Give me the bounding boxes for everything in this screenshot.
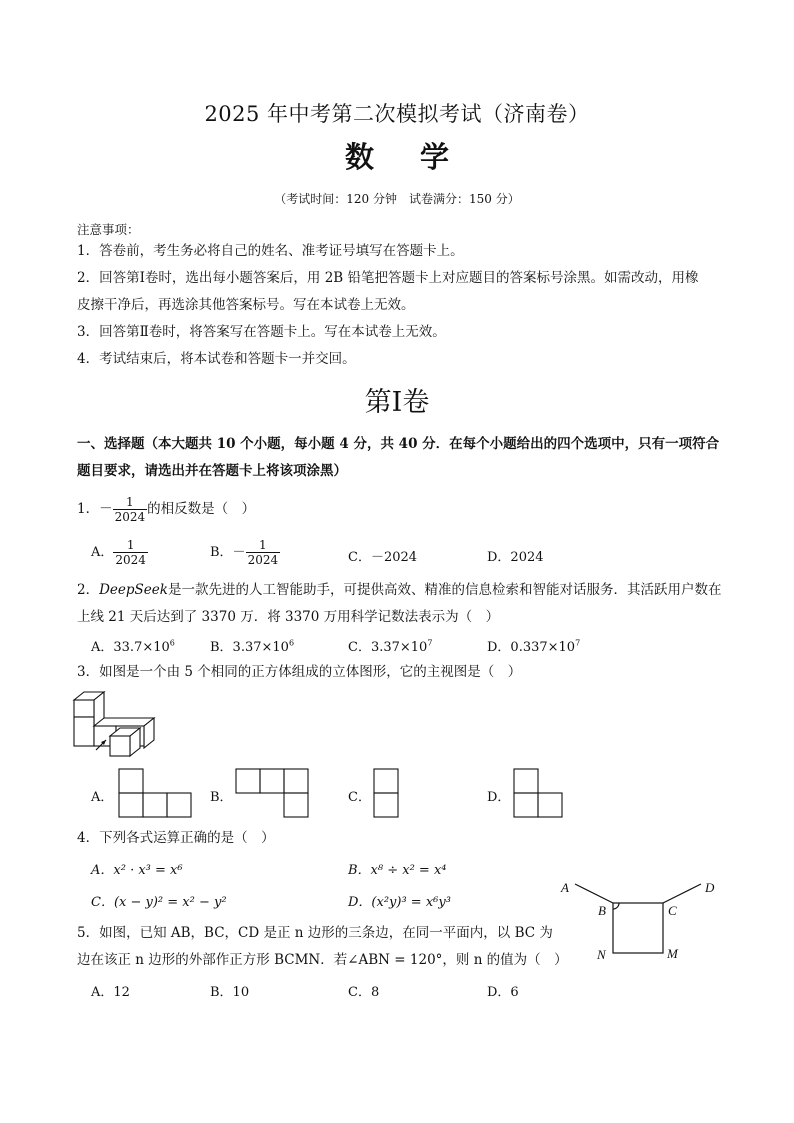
point-label-a: A: [561, 880, 569, 895]
q2-option-d[interactable]: D．$0.337\times 10^7$: [487, 638, 581, 655]
section-heading: 题目要求，请选出并在答题卡上将该项涂黑）: [77, 463, 347, 479]
notes-title: 注意事项：: [77, 222, 140, 237]
q4-option-a[interactable]: A．x² · x³ = x⁶: [91, 863, 183, 878]
q1-option-b[interactable]: B．－ $\frac{1}{2024}$: [210, 538, 279, 567]
q5-option-c[interactable]: C．8: [348, 985, 380, 1000]
note-item: 3．回答第Ⅱ卷时，将答案写在答题卡上。写在本试卷上无效。: [77, 324, 446, 340]
q3-option-d-figure[interactable]: [513, 768, 565, 818]
question-4: 4．下列各式运算正确的是（ ）: [77, 830, 275, 846]
q3-option-a-label[interactable]: A．: [91, 790, 114, 805]
polygon-square-figure: [555, 872, 725, 967]
q3-option-d-label[interactable]: D．: [487, 790, 511, 805]
point-label-b: B: [598, 903, 606, 918]
q5-option-a[interactable]: A．12: [91, 985, 130, 1000]
q3-option-b-figure[interactable]: [235, 768, 309, 818]
q3-option-c-label[interactable]: C．: [348, 790, 371, 805]
point-label-d: D: [705, 880, 715, 895]
exam-info: （考试时间：120 分钟 试卷满分：150 分）: [274, 192, 520, 206]
q2-option-a[interactable]: A．$33.7\times 10^6$: [91, 638, 175, 655]
q1-option-c[interactable]: C．－2024: [348, 550, 418, 565]
q2-option-c[interactable]: C．$3.37\times 10^7$: [348, 638, 433, 655]
note-item: 1．答卷前，考生务必将自己的姓名、准考证号填写在答题卡上。: [77, 243, 464, 259]
question-2-line1: 2．DeepSeek是一款先进的人工智能助手，可提供高效、精准的信息检索和智能对话服务．其活跃用户数在: [77, 582, 722, 598]
point-label-c: C: [668, 903, 677, 918]
subject-title: 数 学: [344, 140, 468, 174]
q2-option-b[interactable]: B．$3.37\times 10^6$: [210, 638, 295, 655]
note-item: 4．考试结束后，将本试卷和答题卡一并交回。: [77, 351, 356, 367]
q3-option-a-figure[interactable]: [118, 768, 192, 818]
exam-title: 2025 年中考第二次模拟考试（济南卷）: [204, 102, 590, 126]
question-3: 3．如图是一个由 5 个相同的正方体组成的立体图形，它的主视图是（ ）: [77, 664, 522, 680]
point-label-m: M: [667, 946, 678, 961]
note-item: 皮擦干净后，再选涂其他答案标号。写在本试卷上无效。: [77, 297, 415, 313]
question-2-line2: 上线 21 天后达到了 3370 万．将 3370 万用科学记数法表示为（ ）: [77, 609, 500, 625]
question-5-line2: 边在该正 n 边形的外部作正方形 BCMN．若∠ABN = 120°，则 n 的值为（ ）: [77, 952, 568, 968]
volume-title: 第Ⅰ卷: [364, 387, 430, 418]
section-heading: 一、选择题（本大题共 10 个小题，每小题 4 分，共 40 分．在每个小题给出的四个选项中，只有一项符合: [77, 436, 720, 452]
fraction: $\frac{1}{2024}$: [114, 495, 146, 524]
note-item: 2．回答第Ⅰ卷时，选出每小题答案后，用 2B 铅笔把答题卡上对应题目的答案标号涂黑。如需改动，用橡: [77, 270, 699, 286]
q4-option-b[interactable]: B．x⁸ ÷ x² = x⁴: [348, 863, 447, 878]
question-1: 1．－ $\frac{1}{2024}$ 的相反数是（ ）: [77, 495, 256, 524]
q3-option-b-label[interactable]: B．: [210, 790, 233, 805]
point-label-n: N: [597, 947, 606, 962]
q1-option-d[interactable]: D．2024: [487, 550, 544, 565]
q5-option-b[interactable]: B．10: [210, 985, 250, 1000]
q4-option-d[interactable]: D．(x²y)³ = x⁶y³: [348, 895, 451, 910]
q3-option-c-figure[interactable]: [373, 768, 401, 818]
question-5-line1: 5．如图，已知 AB，BC，CD 是正 n 边形的三条边，在同一平面内，以 BC 为: [77, 925, 553, 941]
cube-solid-figure: [70, 690, 160, 760]
q1-option-a[interactable]: A． $\frac{1}{2024}$: [91, 538, 146, 567]
q5-option-d[interactable]: D．6: [487, 985, 519, 1000]
q4-option-c[interactable]: C．(x − y)² = x² − y²: [91, 895, 227, 910]
